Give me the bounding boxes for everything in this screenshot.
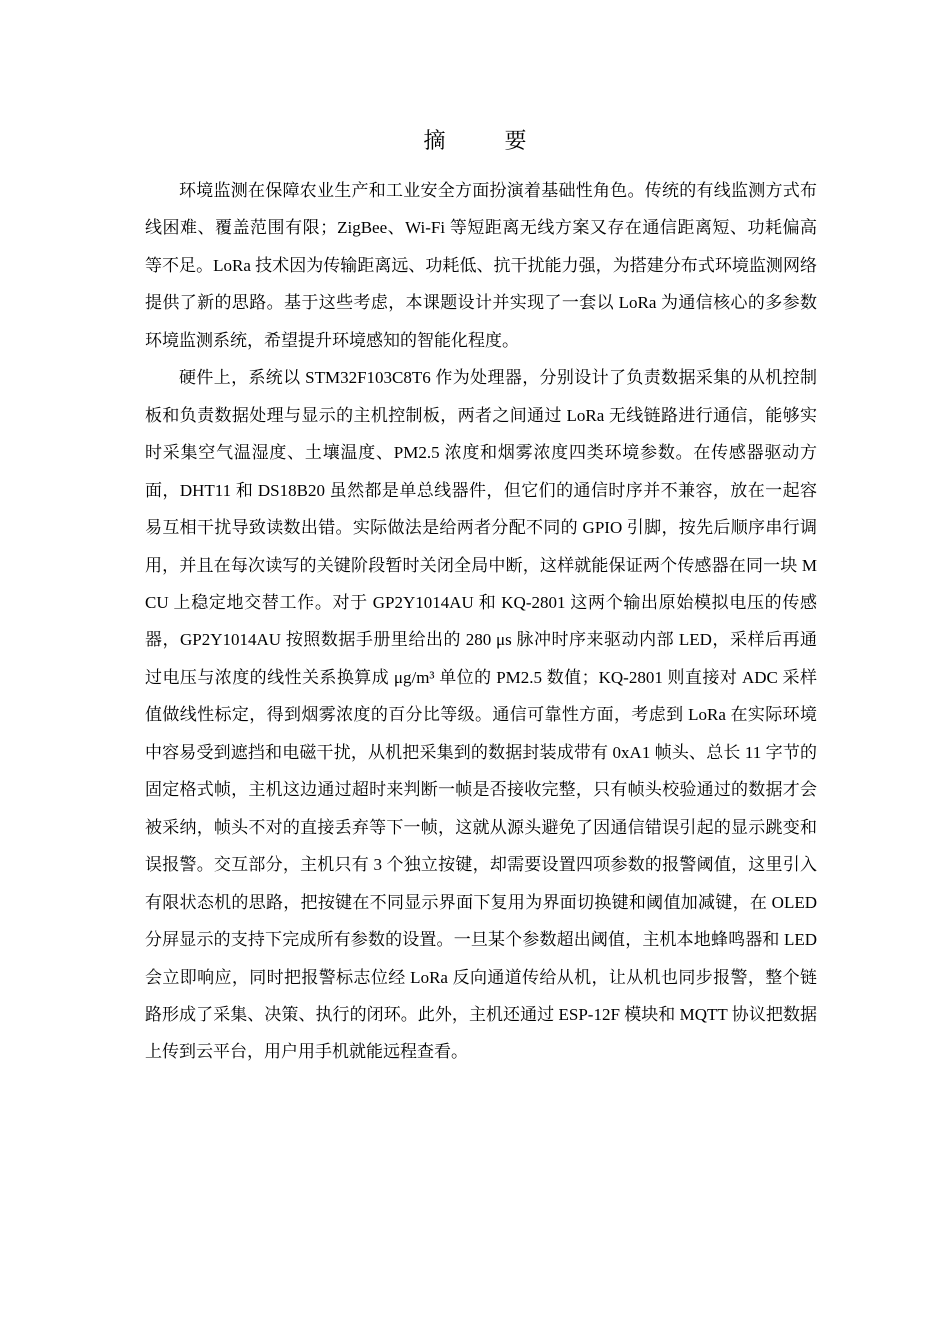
abstract-paragraph-1: 环境监测在保障农业生产和工业安全方面扮演着基础性角色。传统的有线监测方式布线困难、覆盖范围有限；ZigBee、Wi-Fi 等短距离无线方案又存在通信距离短、功耗偏高等不足。LoRa 技术因为传输距离远、功耗低、抗干扰能力强，为搭建分布式环境监测网络提供了新的思路。基于这些考虑，本课题设计并实现了一套以 LoRa 为通信核心的多参数环境监测系统，希望提升环境感知的智能化程度。	[145, 181, 817, 350]
abstract-title: 摘 要	[423, 129, 553, 154]
abstract-paragraph-2: 硬件上，系统以 STM32F103C8T6 作为处理器，分别设计了负责数据采集的从机控制板和负责数据处理与显示的主机控制板，两者之间通过 LoRa 无线链路进行通信，能够实时采集空气温湿度、土壤温度、PM2.5 浓度和烟雾浓度四类环境参数。在传感器驱动方面，DHT11 和 DS18B20 虽然都是单总线器件，但它们的通信时序并不兼容，放在一起容易互相干扰导致读数出错。实际做法是给两者分配不同的 GPIO 引脚，按先后顺序串行调用，并且在每次读写的关键阶段暂时关闭全局中断，这样就能保证两个传感器在同一块 MCU 上稳定地交替工作。对于 GP2Y1014AU 和 KQ-2801 这两个输出原始模拟电压的传感器，GP2Y1014AU 按照数据手册里给出的 280 μs 脉冲时序来驱动内部 LED，采样后再通过电压与浓度的线性关系换算成 μg/m³ 单位的 PM2.5 数值；KQ-2801 则直接对 ADC 采样值做线性标定，得到烟雾浓度的百分比等级。通信可靠性方面，考虑到 LoRa 在实际环境中容易受到遮挡和电磁干扰，从机把采集到的数据封装成带有 0xA1 帧头、总长 11 字节的固定格式帧，主机这边通过超时来判断一帧是否接收完整，只有帧头校验通过的数据才会被采纳，帧头不对的直接丢弃等下一帧，这就从源头避免了因通信错误引起的显示跳变和误报警。交互部分，主机只有 3 个独立按键，却需要设置四项参数的报警阈值，这里引入有限状态机的思路，把按键在不同显示界面下复用为界面切换键和阈值加减键，在 OLED 分屏显示的支持下完成所有参数的设置。一旦某个参数超出阈值，主机本地蜂鸣器和 LED 会立即响应，同时把报警标志位经 LoRa 反向通道传给从机，让从机也同步报警，整个链路形成了采集、决策、执行的闭环。此外，主机还通过 ESP-12F 模块和 MQTT 协议把数据上传到云平台，用户用手机就能远程查看。	[145, 368, 817, 1062]
abstract-body	[145, 172, 817, 1071]
